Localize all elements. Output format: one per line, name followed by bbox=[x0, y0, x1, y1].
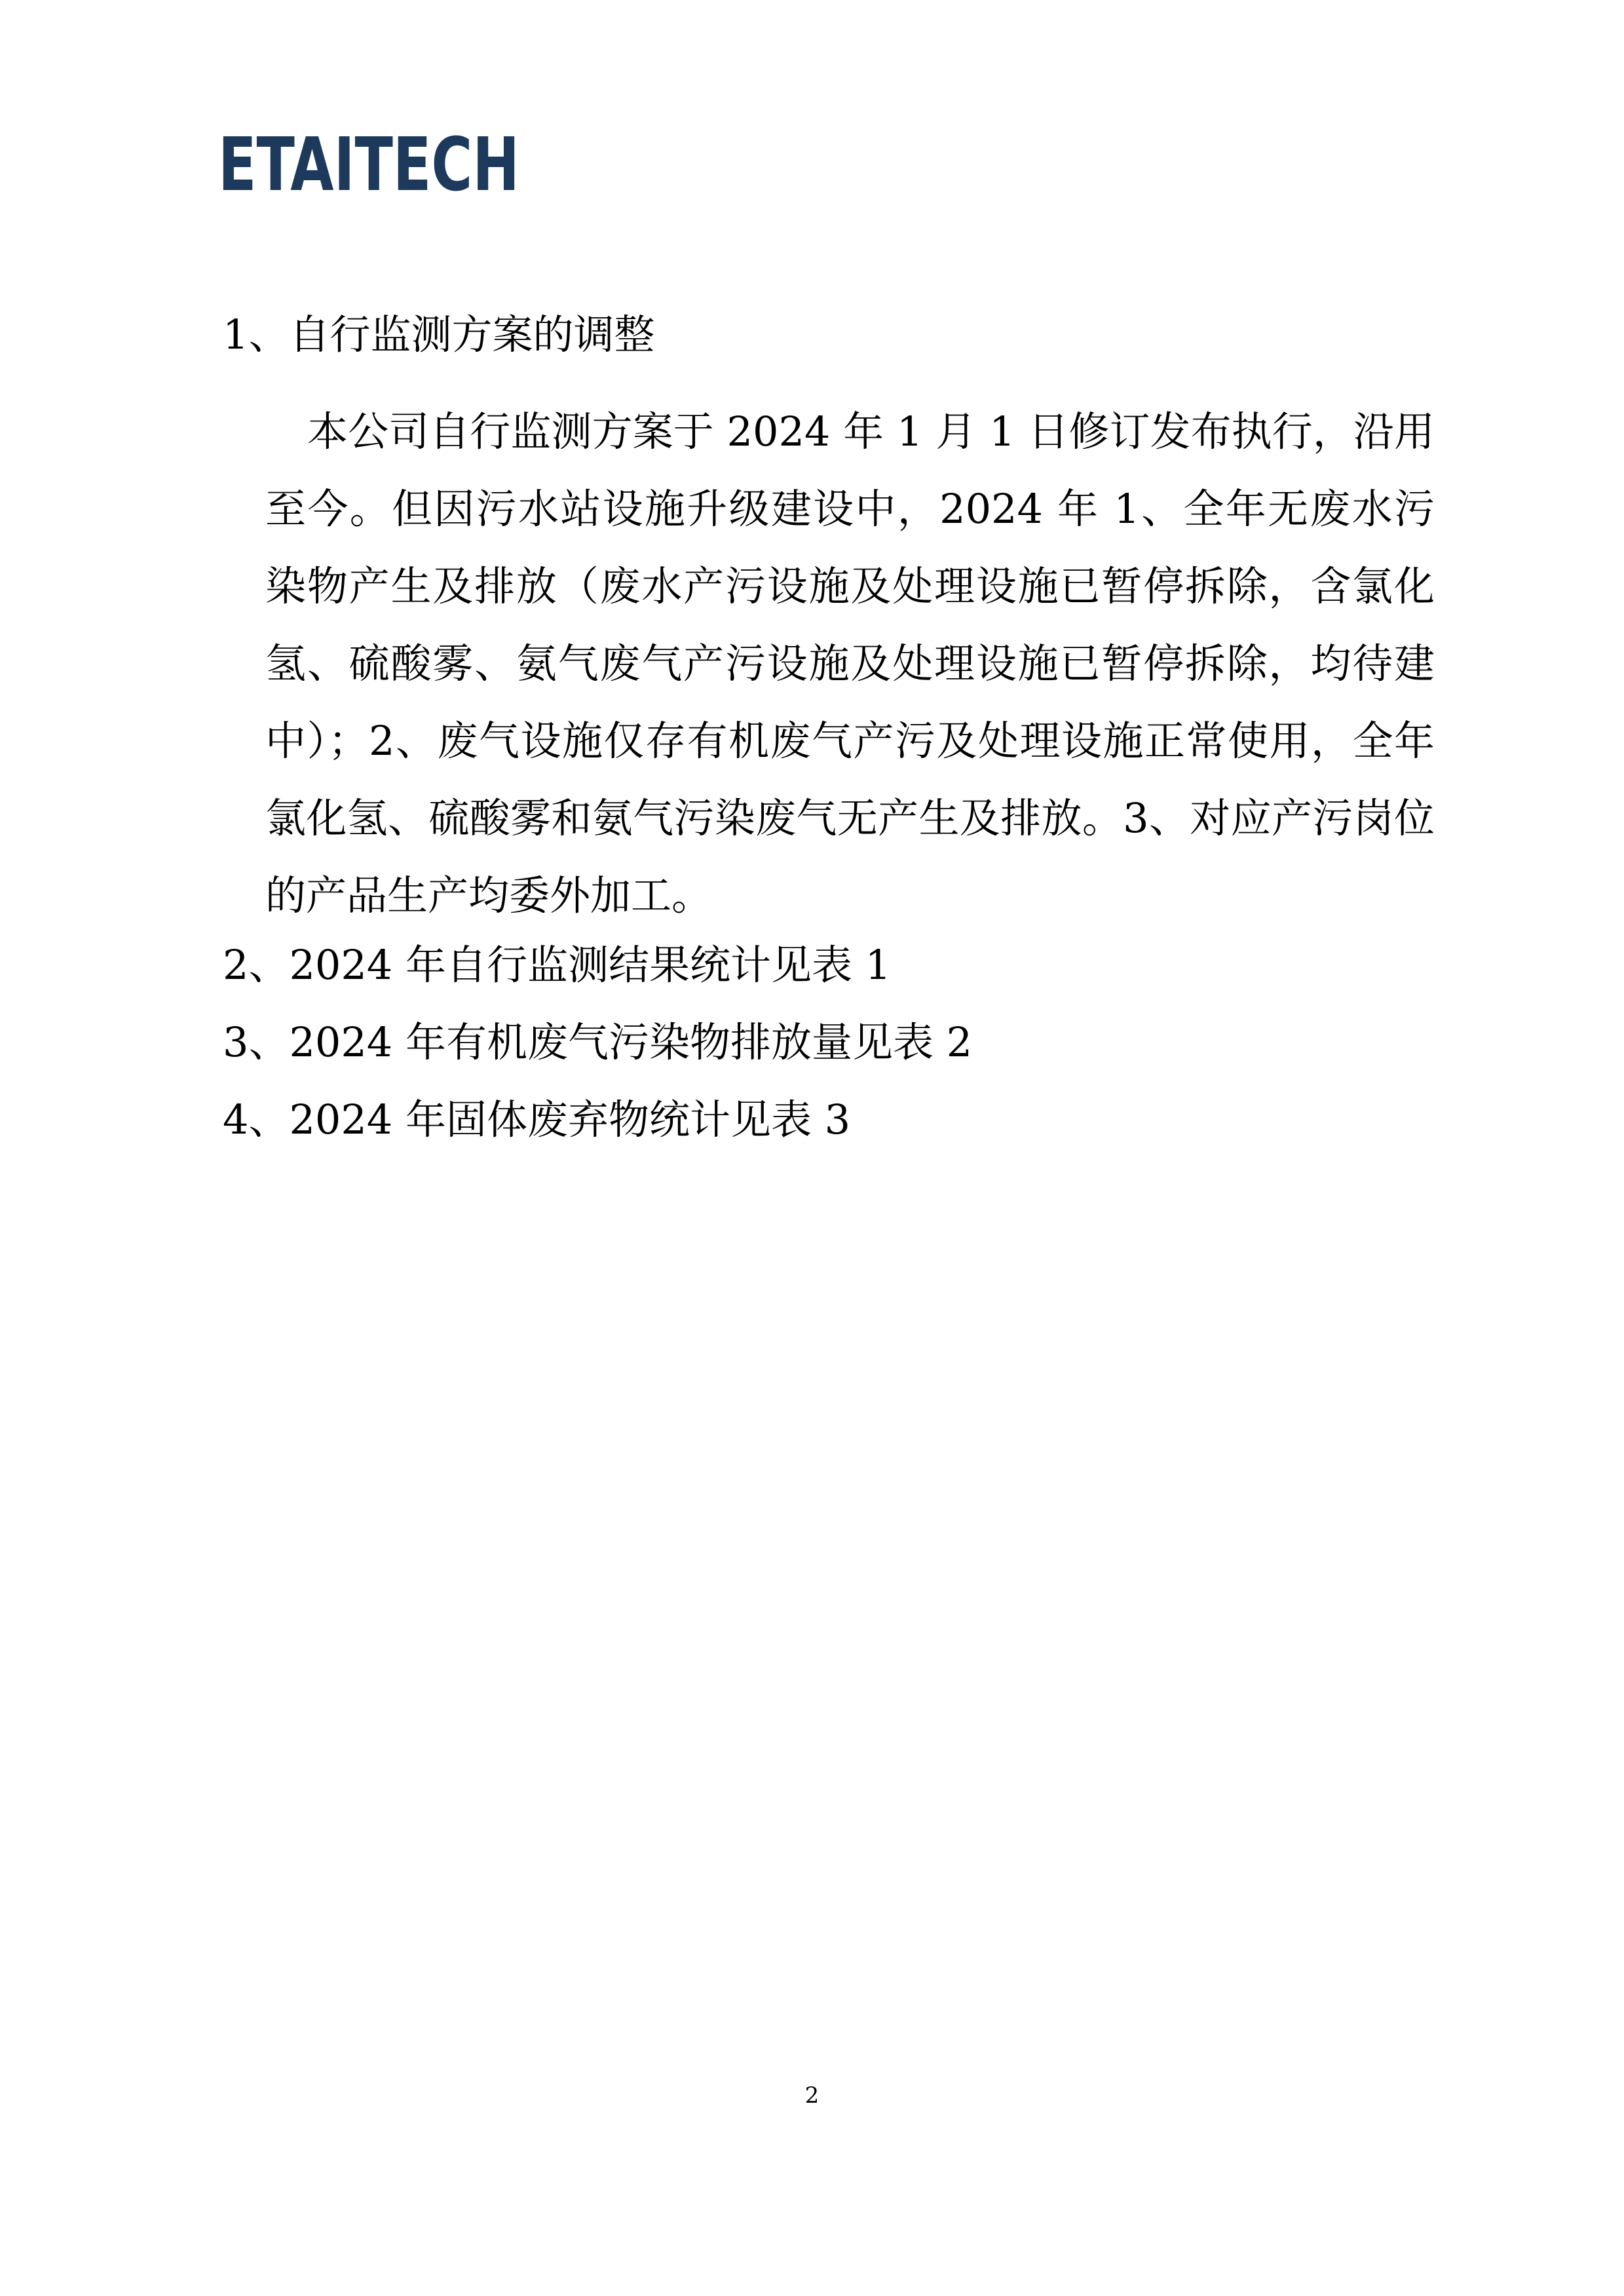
section-heading: 1、自行监测方案的调整 bbox=[223, 311, 655, 358]
company-logo bbox=[218, 123, 519, 208]
list-item-table-2: 3、2024 年有机废气污染物排放量见表 2 bbox=[223, 1018, 973, 1066]
page-number: 2 bbox=[804, 2082, 820, 2109]
svg-text:ETAITECH: ETAITECH bbox=[218, 123, 519, 208]
list-item-table-3: 4、2024 年固体废弃物统计见表 3 bbox=[223, 1096, 851, 1143]
section-paragraph: 本公司自行监测方案于 2024 年 1 月 1 日修订发布执行，沿用至今。但因污水站设施升级建设中，2024 年 1、全年无废水污染物产生及排放（废水产污设施及处理设施已暂停拆除，含氯化氢、硫酸雾、氨气废气产污设施及处理设施已暂停拆除，均待建中）；2、废气设施仅存有机废气产污及处理设施正常使用，全年氯化氢、硫酸雾和氨气污染废气无产生及排放。3、对应产污岗位的产品生产均委外加工。 bbox=[265, 408, 1435, 919]
list-item-table-1: 2、2024 年自行监测结果统计见表 1 bbox=[223, 941, 892, 989]
